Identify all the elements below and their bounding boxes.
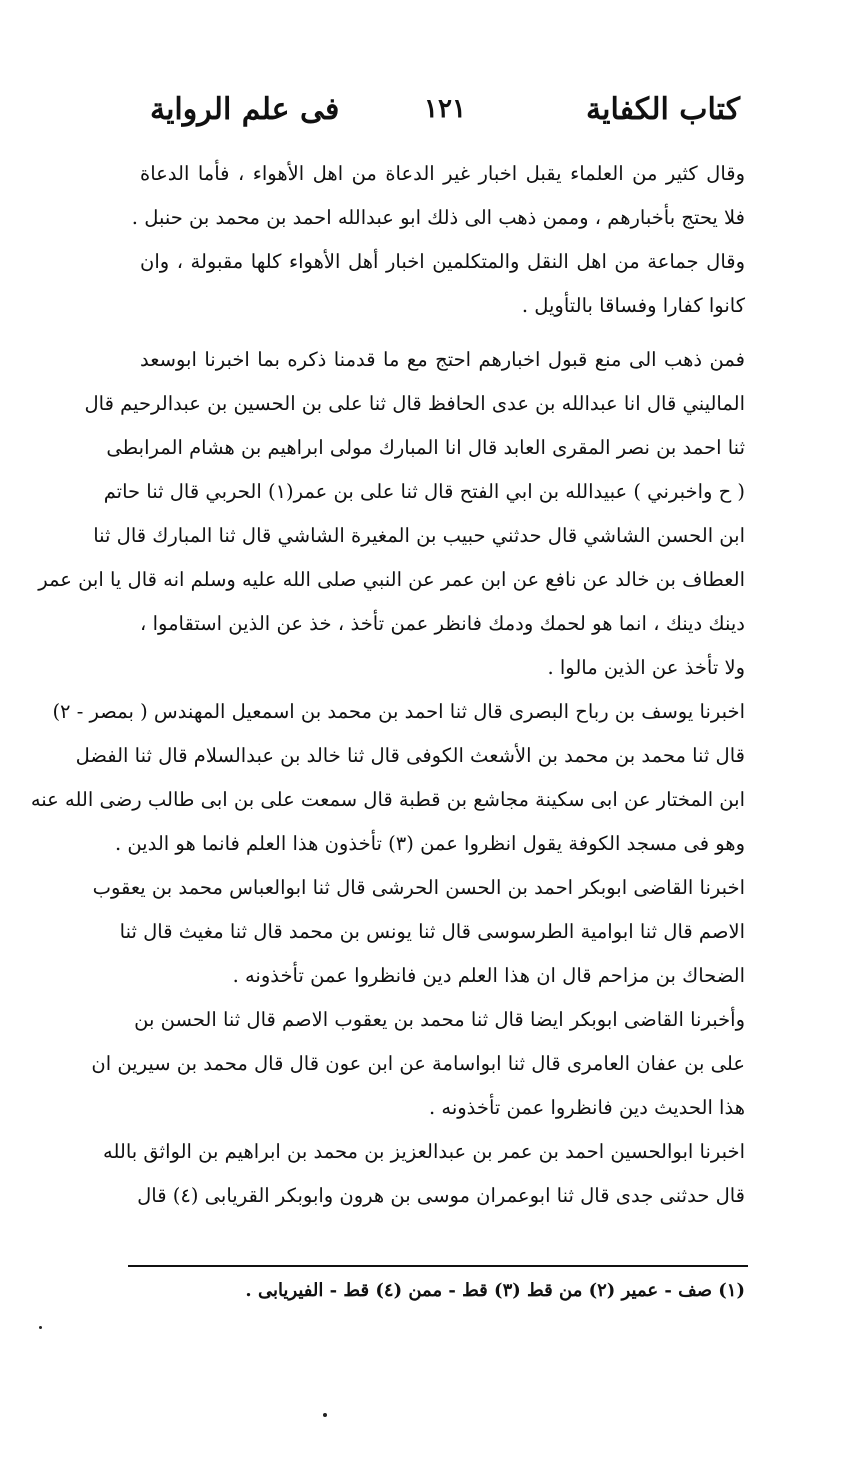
text-line: ولا تأخذ عن الذين مالوا . — [547, 656, 745, 679]
text-line: الضحاك بن مزاحم قال ان هذا العلم دين فانظروا عمن تأخذونه . — [232, 964, 745, 987]
text-line: دينك دينك ، انما هو لحمك ودمك فانظر عمن تأخذ ، خذ عن الذين استقاموا ، — [140, 612, 745, 635]
text-line: قال حدثنى جدى قال ثنا ابوعمران موسى بن هرون وابوبكر القريابى (٤) قال — [137, 1184, 745, 1207]
text-line: فلا يحتج بأخبارهم ، وممن ذهب الى ذلك ابو عبدالله احمد بن محمد بن حنبل . — [131, 206, 745, 229]
text-line: ثنا احمد بن نصر المقرى العابد قال انا المبارك مولى ابراهيم بن هشام المرابطى — [106, 436, 745, 459]
text-line: وهو فى مسجد الكوفة يقول انظروا عمن (٣) تأخذون هذا العلم فانما هو الدين . — [114, 832, 745, 855]
text-line: ابن الحسن الشاشي قال حدثني حبيب بن المغيرة الشاشي قال ثنا المبارك قال ثنا — [93, 524, 745, 547]
text-line: اخبرنا يوسف بن رباح البصرى قال ثنا احمد بن محمد بن اسمعيل المهندس ( بمصر - ٢) — [52, 700, 745, 723]
text-line: قال ثنا محمد بن محمد بن الأشعث الكوفى قال ثنا خالد بن عبدالسلام قال ثنا الفضل — [75, 744, 745, 767]
text-line: الاصم قال ثنا ابوامية الطرسوسى قال ثنا يونس بن محمد قال ثنا مغيث قال ثنا — [119, 920, 745, 943]
text-line: اخبرنا ابوالحسين احمد بن عمر بن عبدالعزيز بن محمد بن ابراهيم بن الواثق بالله — [103, 1140, 745, 1163]
text-line: كانوا كفارا وفساقا بالتأويل . — [521, 294, 745, 317]
text-line: على بن عفان العامرى قال ثنا ابواسامة عن ابن عون قال قال محمد بن سيرين ان — [91, 1052, 745, 1075]
text-line: هذا الحديث دين فانظروا عمن تأخذونه . — [428, 1096, 745, 1119]
text-line: فمن ذهب الى منع قبول اخبارهم احتج مع ما قدمنا ذكره بما اخبرنا ابوسعد — [140, 348, 745, 371]
text-line: ( ح واخبرني ) عبيدالله بن ابي الفتح قال ثنا على بن عمر(١) الحربي قال ثنا حاتم — [103, 480, 745, 503]
text-line: العطاف بن خالد عن نافع عن ابن عمر عن النبي صلى الله عليه وسلم انه قال يا ابن عمر — [38, 568, 745, 591]
footnote: (١) صف - عمير (٢) من قط (٣) قط - ممن (٤) قط - الفيريابى . — [245, 1280, 745, 1301]
page-number: ١٢١ — [424, 94, 466, 124]
page-header — [150, 92, 740, 136]
running-title-subject: فى علم الرواية — [150, 92, 340, 127]
text-line: ابن المختار عن ابى سكينة مجاشع بن قطبة قال سمعت على بن ابى طالب رضى الله عنه — [30, 788, 745, 811]
text-line: وقال جماعة من اهل النقل والمتكلمين اخبار أهل الأهواء كلها مقبولة ، وان — [140, 250, 745, 273]
text-line: اخبرنا القاضى ابوبكر احمد بن الحسن الحرشى قال ثنا ابوالعباس محمد بن يعقوب — [92, 876, 745, 899]
footnote-divider — [128, 1265, 748, 1267]
running-title-book: كتاب الكفاية — [586, 92, 740, 127]
text-line: الماليني قال انا عبدالله بن عدى الحافظ قال ثنا على بن الحسين بن عبدالرحيم قال — [84, 392, 745, 415]
text-line: وأخبرنا القاضى ابوبكر ايضا قال ثنا محمد بن يعقوب الاصم قال ثنا الحسن بن — [134, 1008, 745, 1031]
scan-speck — [323, 1413, 327, 1417]
scan-speck — [39, 1326, 42, 1329]
main-text — [30, 152, 745, 1218]
text-line: وقال كثير من العلماء يقبل اخبار غير الدعاة من اهل الأهواء ، فأما الدعاة — [140, 162, 745, 185]
